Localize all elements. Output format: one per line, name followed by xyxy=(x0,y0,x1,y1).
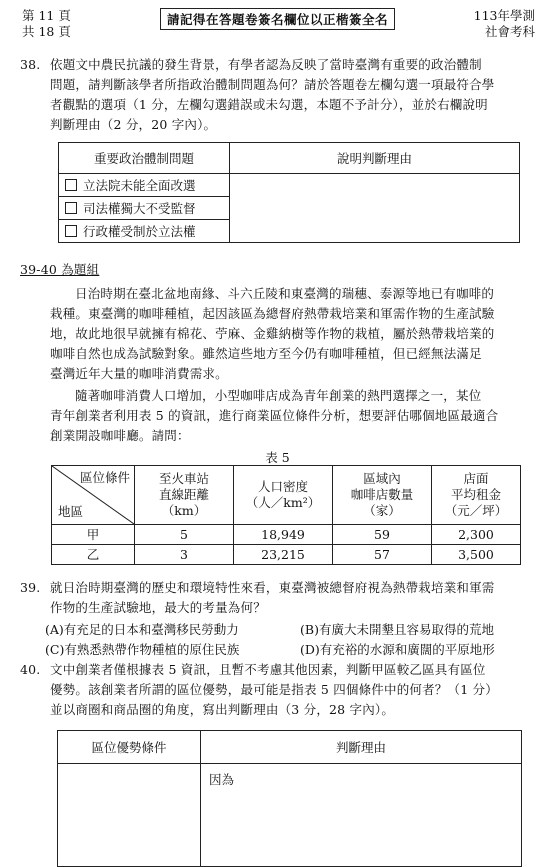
passage-line: 隨著咖啡消費人口增加，小型咖啡店成為青年創業的熱門選擇之一，某位 xyxy=(75,388,482,403)
option-label: 行政權受制於立法權 xyxy=(83,224,196,239)
corner-top-label: 區位條件 xyxy=(79,470,130,485)
passage-line: 日治時期在臺北盆地南緣、斗六丘陵和東臺灣的瑞穗、泰源等地已有咖啡的 xyxy=(75,286,495,301)
question-39 xyxy=(20,578,545,618)
table-row xyxy=(52,545,521,565)
table-5 xyxy=(51,465,521,565)
value-cell: 3,500 xyxy=(432,545,521,565)
header-line: 區域內 xyxy=(363,471,401,486)
header-line: 店面 xyxy=(463,471,489,486)
value-cell: 59 xyxy=(333,525,432,545)
q39-option-a[interactable]: (A)有充足的日本和臺灣移民勞動力 xyxy=(45,622,239,637)
q40-col1-header: 區位優勢條件 xyxy=(58,731,201,764)
value-cell: 2,300 xyxy=(432,525,521,545)
q40-col2-header: 判斷理由 xyxy=(201,731,522,764)
passage-line: 創業開設咖啡廳。請問： xyxy=(50,428,190,443)
value-cell: 18,949 xyxy=(234,525,333,545)
group-title: 39-40 為題組 xyxy=(20,262,100,277)
value-cell: 5 xyxy=(135,525,234,545)
passage-line: 臺灣近年大量的咖啡消費需求。 xyxy=(50,366,228,381)
region-cell: 甲 xyxy=(52,525,135,545)
question-number: 39. xyxy=(20,580,41,595)
q40-reason-cell[interactable] xyxy=(201,764,522,867)
question-number: 40. xyxy=(20,662,41,677)
checkbox-icon[interactable] xyxy=(65,225,77,237)
option-label: 立法院未能全面改選 xyxy=(83,178,196,193)
table-corner-cell xyxy=(52,466,135,525)
value-cell: 3 xyxy=(135,545,234,565)
question-40 xyxy=(20,660,545,720)
question-number: 38. xyxy=(20,57,41,72)
value-cell: 57 xyxy=(333,545,432,565)
q39-option-c[interactable]: (C)有熟悉熱帶作物種植的原住民族 xyxy=(45,642,240,657)
question-line: 依題文中農民抗議的發生背景，有學者認為反映了當時臺灣有重要的政治體制 xyxy=(50,57,482,72)
q38-col2-header: 說明判斷理由 xyxy=(230,143,520,174)
question-line: 問題，請判斷該學者所指政治體制問題為何？請於答題卷左欄勾選一項最符合學 xyxy=(50,77,495,92)
page-current: 第 11 頁 xyxy=(22,8,71,23)
q38-answer-table xyxy=(58,142,520,243)
column-header xyxy=(234,466,333,525)
q38-col1-header: 重要政治體制問題 xyxy=(59,143,230,174)
value-cell: 23,215 xyxy=(234,545,333,565)
q38-option-3[interactable] xyxy=(59,220,230,243)
column-header xyxy=(432,466,521,525)
question-line: 並以商圈和商品圈的角度，寫出判斷理由（3 分，28 字內）。 xyxy=(50,702,395,717)
header-line: （km） xyxy=(161,503,207,518)
page-total: 共 18 頁 xyxy=(22,24,71,39)
header-line: （家） xyxy=(363,503,401,518)
table-5-caption: 表 5 xyxy=(265,450,290,465)
q40-answer-table xyxy=(57,730,522,867)
column-header xyxy=(135,466,234,525)
header-line: （人／km²） xyxy=(245,495,321,510)
question-line: 者觀點的選項（1 分，左欄勾選錯誤或未勾選，本題不予計分），並於右欄說明 xyxy=(50,97,488,112)
passage-line: 栽種。東臺灣的咖啡種植，起因該區為總督府熱帶栽培業和軍需作物的生產試驗 xyxy=(50,306,495,321)
header-line: （元／坪） xyxy=(444,503,508,518)
column-header xyxy=(333,466,432,525)
checkbox-icon[interactable] xyxy=(65,179,77,191)
exam-year: 113年學測 xyxy=(473,8,535,23)
passage-line: 地，故此地很早就擁有棉花、苧麻、金雞納樹等作物的栽植，屬於熱帶栽培業的 xyxy=(50,326,495,341)
reason-prefix: 因為 xyxy=(209,772,235,787)
exam-info xyxy=(474,8,535,40)
q40-condition-cell[interactable] xyxy=(58,764,201,867)
signature-notice-text: 請記得在答題卷簽名欄位以正楷簽全名 xyxy=(160,8,395,30)
question-group-39-40 xyxy=(20,260,545,446)
question-line: 優勢。該創業者所謂的區位優勢，最可能是指表 5 四個條件中的何者？（1 分） xyxy=(50,682,498,697)
q38-reason-cell[interactable] xyxy=(230,174,520,243)
q38-option-1[interactable] xyxy=(59,174,230,197)
checkbox-icon[interactable] xyxy=(65,202,77,214)
question-line: 作物的生產試驗地，最大的考量為何？ xyxy=(50,600,266,615)
question-line: 就日治時期臺灣的歷史和環境特性來看，東臺灣被總督府視為熱帶栽培業和軍需 xyxy=(50,580,495,595)
option-label: 司法權獨大不受監督 xyxy=(83,201,196,216)
header-line: 平均租金 xyxy=(450,487,501,502)
header-line: 至火車站 xyxy=(158,471,209,486)
q38-option-2[interactable] xyxy=(59,197,230,220)
question-line: 判斷理由（2 分，20 字內）。 xyxy=(50,117,217,132)
header-line: 人口密度 xyxy=(257,479,308,494)
question-38 xyxy=(20,55,545,135)
region-cell: 乙 xyxy=(52,545,135,565)
passage-line: 咖啡自然也成為試驗對象。雖然這些地方至今仍有咖啡種植，但已經無法滿足 xyxy=(50,346,482,361)
signature-notice xyxy=(0,8,555,30)
question-line: 文中創業者僅根據表 5 資訊，且暫不考慮其他因素，判斷甲區較乙區具有區位 xyxy=(50,662,486,677)
header-line: 直線距離 xyxy=(158,487,209,502)
q39-option-b[interactable]: (B)有廣大未開墾且容易取得的荒地 xyxy=(300,622,494,637)
header-line: 咖啡店數量 xyxy=(350,487,414,502)
passage-line: 青年創業者利用表 5 的資訊，進行商業區位條件分析，想要評估哪個地區最適合 xyxy=(50,408,499,423)
exam-subject: 社會考科 xyxy=(484,24,535,39)
corner-bottom-label: 地區 xyxy=(58,504,84,519)
q39-option-d[interactable]: (D)有充裕的水源和廣闊的平原地形 xyxy=(300,642,495,657)
table-row xyxy=(52,525,521,545)
